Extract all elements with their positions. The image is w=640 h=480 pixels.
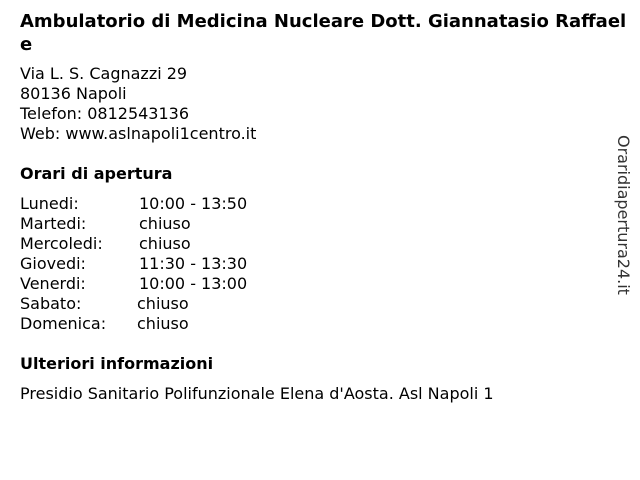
hours-row-thursday: [20, 254, 320, 274]
hours-row-sunday: [20, 314, 320, 334]
hours-row-friday: [20, 274, 320, 294]
page-title: Ambulatorio di Medicina Nucleare Dott. Giannatasio Raffaele: [20, 11, 627, 55]
day-label: Domenica:: [20, 314, 107, 333]
day-label: Sabato:: [20, 294, 82, 313]
time-value: chiuso: [137, 314, 189, 333]
street-address: Via L. S. Cagnazzi 29: [20, 64, 188, 83]
time-value: chiuso: [139, 214, 191, 233]
website: Web: www.aslnapoli1centro.it: [20, 124, 257, 143]
day-label: Venerdi:: [20, 274, 86, 293]
time-value: chiuso: [139, 234, 191, 253]
time-value: 10:00 - 13:00: [139, 274, 248, 293]
time-value: 10:00 - 13:50: [139, 194, 248, 213]
address-block: [20, 64, 256, 144]
time-value: chiuso: [137, 294, 189, 313]
day-label: Lunedi:: [20, 194, 79, 213]
day-label: Giovedi:: [20, 254, 86, 273]
city: 80136 Napoli: [20, 84, 127, 103]
opening-hours-table: [20, 194, 320, 334]
hours-row-monday: [20, 194, 320, 214]
time-value: 11:30 - 13:30: [139, 254, 248, 273]
hours-row-tuesday: [20, 214, 320, 234]
day-label: Mercoledi:: [20, 234, 103, 253]
additional-info-heading: Ulteriori informazioni: [20, 354, 214, 373]
site-watermark: Oraridiapertura24.it: [614, 135, 633, 295]
additional-info-text: Presidio Sanitario Polifunzionale Elena d'Aosta. Asl Napoli 1: [20, 384, 494, 403]
phone-number: Telefon: 0812543136: [20, 104, 190, 123]
opening-hours-heading: Orari di apertura: [20, 164, 173, 183]
hours-row-wednesday: [20, 234, 320, 254]
day-label: Martedi:: [20, 214, 87, 233]
hours-row-saturday: [20, 294, 320, 314]
